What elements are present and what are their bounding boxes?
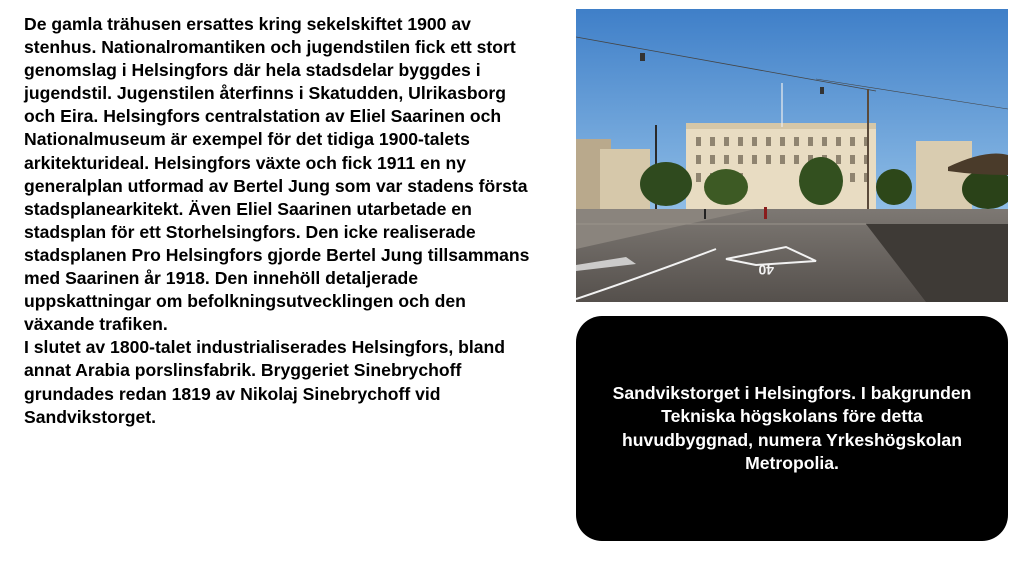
photo-sandvikstorget [576, 9, 1008, 302]
photo-illustration [576, 9, 1008, 302]
road-number: 40 [758, 262, 774, 278]
tree [640, 162, 692, 206]
building-right [916, 141, 972, 209]
pedestrian [764, 207, 767, 219]
tree [704, 169, 748, 205]
pedestrian [704, 209, 706, 219]
street-lamp [820, 87, 824, 94]
tree [799, 157, 843, 205]
tree [876, 169, 912, 205]
main-building-cornice [686, 123, 876, 129]
body-paragraph-1: De gamla trähusen ersattes kring sekelskiftet 1900 av stenhus. Nationalromantiken och jugendstilen fick ett stort genomslag i Helsingfors där hela stadsdelar byggdes i jugendstil. Jugenstilen återfinns i Skatudden, Ulrikasborg och Eira. Helsingfors centralstation av Eliel Saarinen och Nationalmuseum är exempel för det tidiga 1900-talets arkitekturideal. Helsingfors växte och fick 1911 en ny generalplan utformad av Bertel Jung som var stadens första stadsplanearkitekt. Även Eliel Saarinen utarbetade en stadsplan för ett Storhelsingfors. Den icke realiserade stadsplanen Pro Helsingfors gjorde Bertel Jung tillsammans med Saarinen år 1918. Den innehöll detaljerade uppskattningar om befolkningsutvecklingen och den växande trafiken. [24, 14, 530, 335]
caption-text: Sandvikstorget i Helsingfors. I bakgrunden Tekniska högskolans före detta huvudbyggnad, numera Yrkeshögskolan Metropolia. [612, 382, 972, 473]
body-text [24, 13, 534, 429]
street-lamp [640, 53, 645, 61]
caption-box [576, 316, 1008, 541]
body-paragraph-2: I slutet av 1800-talet industrialiserades Helsingfors, bland annat Arabia porslinsfabrik. Bryggeriet Sinebrychoff grundades redan 1819 av Nikolaj Sinebrychoff vid Sandvikstorget. [24, 337, 506, 427]
